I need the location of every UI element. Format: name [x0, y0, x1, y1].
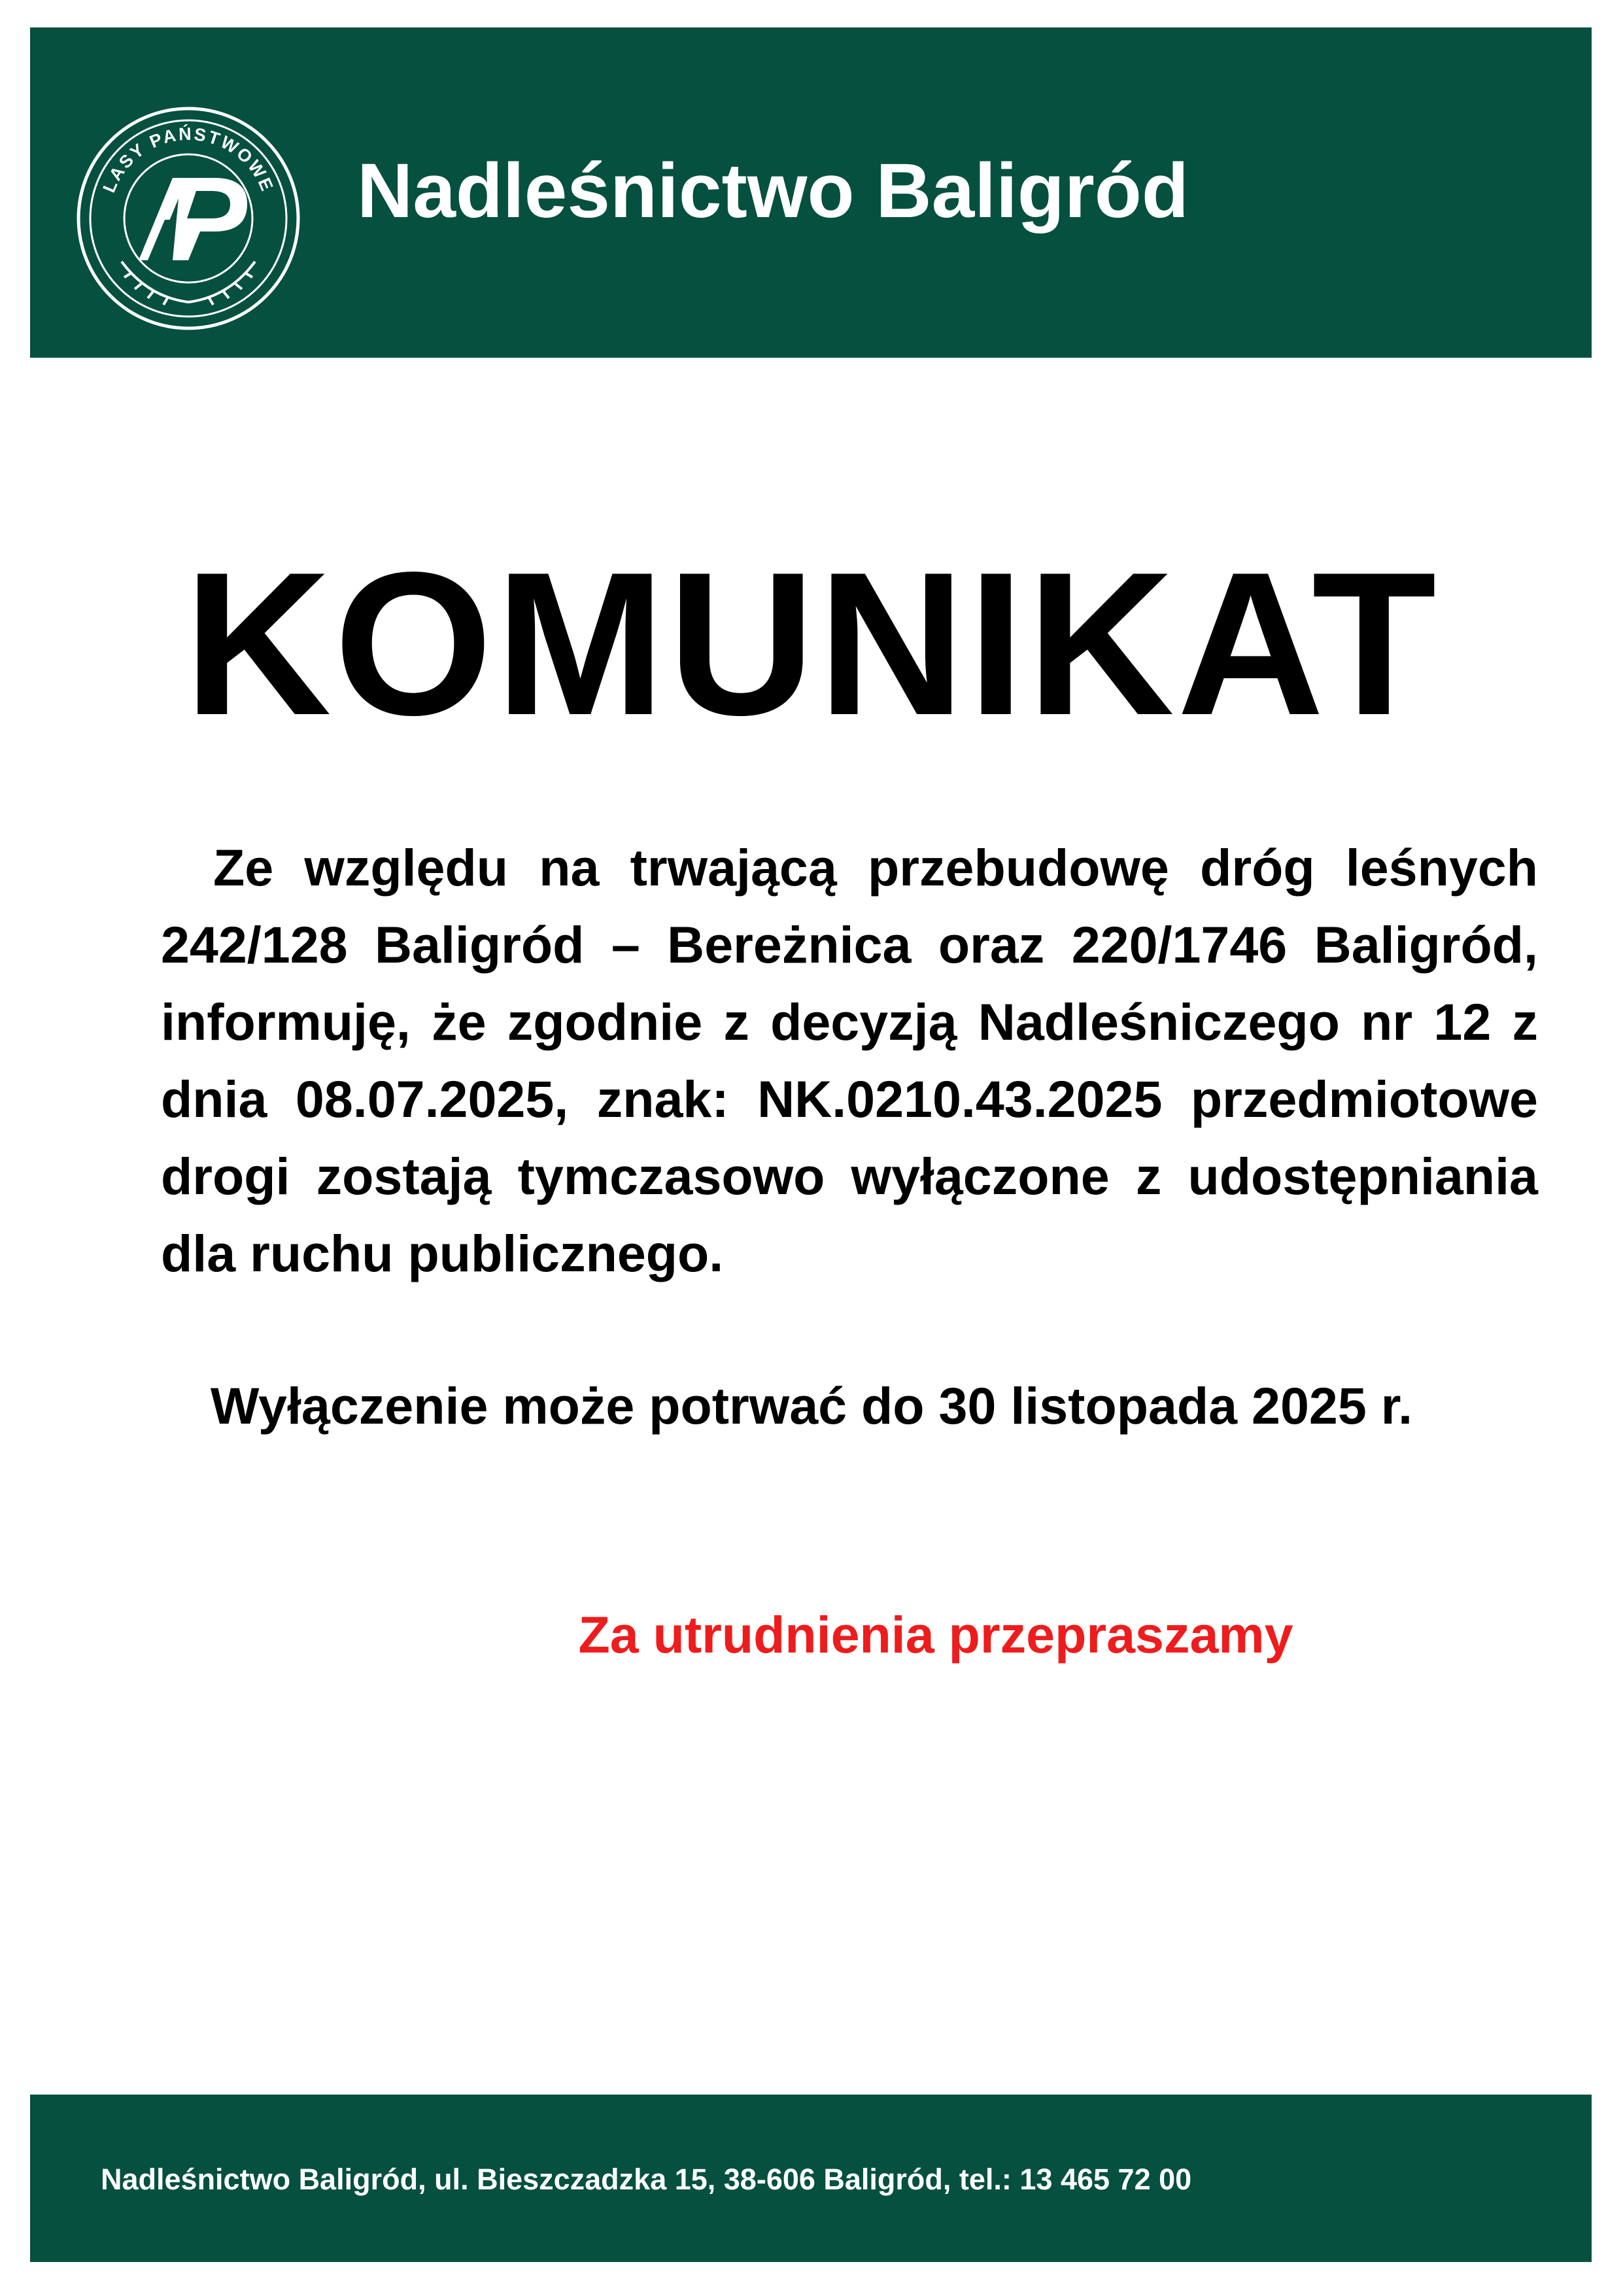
duration-note: Wyłączenie może potrwać do 30 listopada 2025 r. [210, 1377, 1413, 1435]
notice-title: KOMUNIKAT [184, 530, 1439, 758]
logo-text: LASY PAŃSTWOWE [99, 124, 278, 196]
footer-banner [30, 2095, 1592, 2262]
lasy-panstwowe-logo-icon [76, 106, 301, 332]
footer-contact: Nadleśnictwo Baligród, ul. Bieszczadzka 15, 38-606 Baligród, tel.: 13 465 72 00 [101, 2163, 1192, 2196]
apology-text: Za utrudnienia przepraszamy [578, 1605, 1293, 1664]
header-banner [30, 27, 1592, 358]
header-title: Nadleśnictwo Baligród [357, 148, 1189, 234]
notice-paragraph: Ze względu na trwającą przebudowę dróg leśnych 242/128 Baligród – Bereżnica oraz 220/1746 Baligród, informuję, że zgodnie z decyzją Nadleśniczego nr 12 z dnia 08.07.2025, znak: NK.0210.43.2025 przedmiotowe drogi zostają tymczasowo wyłączone z udostępniania dla ruchu publicznego. [161, 838, 1538, 1282]
apology-text-container [0, 1599, 1623, 1671]
